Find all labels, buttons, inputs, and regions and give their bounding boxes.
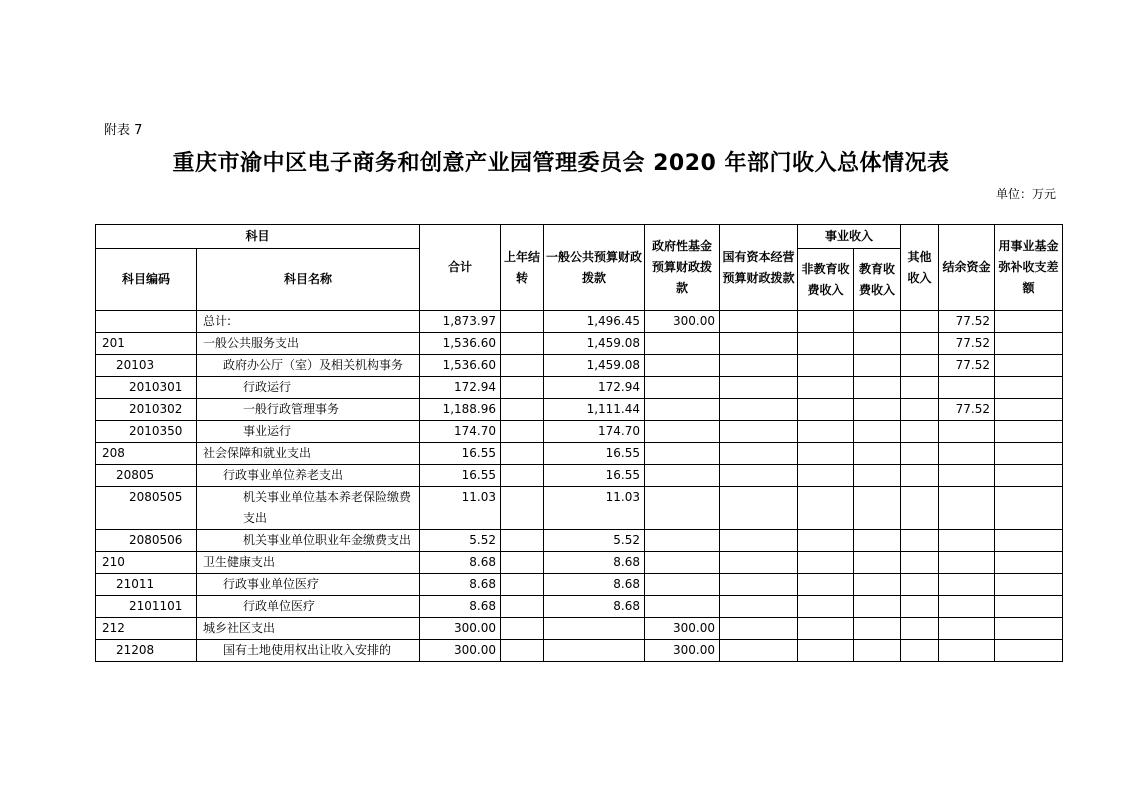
cell-fund: [995, 574, 1063, 596]
cell-fund: [995, 443, 1063, 465]
cell-subject-code: 2080506: [96, 530, 197, 552]
cell-fund: [995, 640, 1063, 662]
cell-subject-code: 2101101: [96, 596, 197, 618]
header-other-income: 其他收入: [901, 225, 939, 311]
cell-subject-name: 政府办公厅（室）及相关机构事务: [197, 355, 420, 377]
cell-fund: [995, 355, 1063, 377]
cell-carry: [501, 333, 544, 355]
cell-gov-fund: [645, 552, 720, 574]
cell-edu: [854, 552, 901, 574]
cell-subject-name: 城乡社区支出: [197, 618, 420, 640]
cell-surplus: [939, 377, 995, 399]
cell-edu: [854, 596, 901, 618]
cell-gov-fund: [645, 574, 720, 596]
cell-carry: [501, 421, 544, 443]
cell-total: 5.52: [420, 530, 501, 552]
header-surplus: 结余资金: [939, 225, 995, 311]
cell-surplus: [939, 574, 995, 596]
cell-fund: [995, 596, 1063, 618]
header-edu-fee: 教育收费收入: [854, 249, 901, 311]
cell-subject-code: 210: [96, 552, 197, 574]
cell-edu: [854, 618, 901, 640]
cell-state: [720, 618, 798, 640]
cell-total: 300.00: [420, 640, 501, 662]
cell-carry: [501, 355, 544, 377]
table-row: [96, 552, 1063, 574]
cell-gov-fund: [645, 333, 720, 355]
cell-total: 8.68: [420, 552, 501, 574]
cell-state: [720, 640, 798, 662]
cell-general: [544, 640, 645, 662]
cell-other: [901, 399, 939, 421]
cell-total: 300.00: [420, 618, 501, 640]
cell-edu: [854, 355, 901, 377]
cell-other: [901, 487, 939, 530]
cell-surplus: 77.52: [939, 333, 995, 355]
cell-subject-code: [96, 311, 197, 333]
cell-state: [720, 574, 798, 596]
cell-non-edu: [798, 355, 854, 377]
cell-general: 1,459.08: [544, 333, 645, 355]
cell-gov-fund: [645, 421, 720, 443]
cell-surplus: [939, 552, 995, 574]
cell-edu: [854, 487, 901, 530]
cell-carry: [501, 552, 544, 574]
cell-other: [901, 443, 939, 465]
cell-carry: [501, 574, 544, 596]
cell-general: 8.68: [544, 574, 645, 596]
cell-non-edu: [798, 640, 854, 662]
header-non-edu-fee: 非教育收费收入: [798, 249, 854, 311]
cell-fund: [995, 333, 1063, 355]
cell-subject-code: 21208: [96, 640, 197, 662]
cell-total: 16.55: [420, 465, 501, 487]
cell-carry: [501, 487, 544, 530]
cell-other: [901, 311, 939, 333]
cell-subject-name: 机关事业单位基本养老保险缴费支出: [197, 487, 420, 530]
cell-fund: [995, 487, 1063, 530]
cell-fund: [995, 465, 1063, 487]
cell-general: 1,496.45: [544, 311, 645, 333]
table-row: [96, 530, 1063, 552]
cell-edu: [854, 333, 901, 355]
cell-subject-name: 行政事业单位医疗: [197, 574, 420, 596]
cell-gov-fund: 300.00: [645, 618, 720, 640]
cell-general: 1,459.08: [544, 355, 645, 377]
cell-general: 16.55: [544, 443, 645, 465]
table-row: [96, 465, 1063, 487]
cell-gov-fund: [645, 355, 720, 377]
header-business-income: 事业收入: [798, 225, 901, 249]
cell-total: 174.70: [420, 421, 501, 443]
cell-carry: [501, 377, 544, 399]
cell-other: [901, 355, 939, 377]
cell-gov-fund: 300.00: [645, 311, 720, 333]
cell-other: [901, 530, 939, 552]
cell-non-edu: [798, 333, 854, 355]
cell-surplus: [939, 443, 995, 465]
cell-other: [901, 640, 939, 662]
cell-edu: [854, 399, 901, 421]
cell-non-edu: [798, 574, 854, 596]
cell-surplus: [939, 487, 995, 530]
appendix-label: 附表 7: [104, 123, 143, 138]
cell-subject-name: 国有土地使用权出让收入安排的: [197, 640, 420, 662]
cell-other: [901, 618, 939, 640]
header-subject: 科目: [96, 225, 420, 249]
cell-gov-fund: [645, 596, 720, 618]
cell-surplus: 77.52: [939, 311, 995, 333]
cell-other: [901, 421, 939, 443]
cell-general: 8.68: [544, 552, 645, 574]
header-total: 合计: [420, 225, 501, 311]
cell-edu: [854, 377, 901, 399]
cell-edu: [854, 530, 901, 552]
header-fund-make-up: 用事业基金弥补收支差额: [995, 225, 1063, 311]
cell-total: 16.55: [420, 443, 501, 465]
cell-non-edu: [798, 377, 854, 399]
header-gov-fund: 政府性基金预算财政拨款: [645, 225, 720, 311]
table-row: [96, 443, 1063, 465]
cell-surplus: 77.52: [939, 355, 995, 377]
cell-subject-name: 总计:: [197, 311, 420, 333]
cell-total: 8.68: [420, 574, 501, 596]
cell-non-edu: [798, 530, 854, 552]
cell-state: [720, 311, 798, 333]
cell-subject-name: 机关事业单位职业年金缴费支出: [197, 530, 420, 552]
cell-carry: [501, 530, 544, 552]
cell-general: 1,111.44: [544, 399, 645, 421]
cell-other: [901, 596, 939, 618]
cell-general: [544, 618, 645, 640]
page-title: 重庆市渝中区电子商务和创意产业园管理委员会 2020 年部门收入总体情况表: [172, 151, 950, 176]
cell-edu: [854, 421, 901, 443]
table-row: [96, 640, 1063, 662]
cell-fund: [995, 399, 1063, 421]
cell-gov-fund: [645, 399, 720, 421]
cell-subject-name: 事业运行: [197, 421, 420, 443]
header-subject-code: 科目编码: [96, 249, 197, 311]
cell-carry: [501, 596, 544, 618]
cell-subject-code: 201: [96, 333, 197, 355]
table-row: [96, 333, 1063, 355]
cell-carry: [501, 311, 544, 333]
cell-edu: [854, 465, 901, 487]
cell-non-edu: [798, 487, 854, 530]
header-carryover: 上年结转: [501, 225, 544, 311]
cell-subject-code: 20805: [96, 465, 197, 487]
cell-fund: [995, 552, 1063, 574]
table-row: [96, 574, 1063, 596]
unit-label: 单位：万元: [996, 187, 1057, 201]
cell-edu: [854, 311, 901, 333]
cell-edu: [854, 640, 901, 662]
cell-other: [901, 333, 939, 355]
table-row: [96, 377, 1063, 399]
cell-state: [720, 443, 798, 465]
cell-other: [901, 377, 939, 399]
cell-general: 16.55: [544, 465, 645, 487]
cell-total: 172.94: [420, 377, 501, 399]
cell-subject-code: 20103: [96, 355, 197, 377]
cell-state: [720, 530, 798, 552]
table-row: [96, 421, 1063, 443]
cell-gov-fund: [645, 443, 720, 465]
cell-subject-code: 2010350: [96, 421, 197, 443]
cell-subject-code: 2010302: [96, 399, 197, 421]
cell-surplus: [939, 530, 995, 552]
cell-total: 1,188.96: [420, 399, 501, 421]
cell-subject-code: 212: [96, 618, 197, 640]
cell-state: [720, 596, 798, 618]
cell-subject-code: 2010301: [96, 377, 197, 399]
cell-non-edu: [798, 618, 854, 640]
cell-total: 1,873.97: [420, 311, 501, 333]
cell-subject-name: 行政事业单位养老支出: [197, 465, 420, 487]
cell-non-edu: [798, 465, 854, 487]
cell-general: 11.03: [544, 487, 645, 530]
cell-edu: [854, 574, 901, 596]
cell-state: [720, 399, 798, 421]
cell-surplus: [939, 618, 995, 640]
cell-other: [901, 574, 939, 596]
table-row: [96, 399, 1063, 421]
cell-fund: [995, 421, 1063, 443]
cell-gov-fund: [645, 487, 720, 530]
cell-non-edu: [798, 421, 854, 443]
cell-carry: [501, 640, 544, 662]
cell-state: [720, 487, 798, 530]
cell-surplus: [939, 640, 995, 662]
cell-surplus: [939, 596, 995, 618]
cell-subject-name: 一般公共服务支出: [197, 333, 420, 355]
cell-other: [901, 552, 939, 574]
cell-non-edu: [798, 552, 854, 574]
cell-fund: [995, 377, 1063, 399]
cell-subject-name: 行政运行: [197, 377, 420, 399]
cell-state: [720, 377, 798, 399]
cell-surplus: 77.52: [939, 399, 995, 421]
cell-fund: [995, 311, 1063, 333]
cell-general: 8.68: [544, 596, 645, 618]
cell-subject-name: 社会保障和就业支出: [197, 443, 420, 465]
cell-total: 8.68: [420, 596, 501, 618]
cell-subject-code: 21011: [96, 574, 197, 596]
cell-carry: [501, 399, 544, 421]
cell-state: [720, 355, 798, 377]
cell-total: 11.03: [420, 487, 501, 530]
cell-non-edu: [798, 311, 854, 333]
cell-non-edu: [798, 596, 854, 618]
table-row: [96, 618, 1063, 640]
cell-gov-fund: 300.00: [645, 640, 720, 662]
cell-non-edu: [798, 443, 854, 465]
cell-general: 172.94: [544, 377, 645, 399]
cell-total: 1,536.60: [420, 355, 501, 377]
cell-subject-name: 卫生健康支出: [197, 552, 420, 574]
cell-surplus: [939, 421, 995, 443]
cell-other: [901, 465, 939, 487]
cell-carry: [501, 465, 544, 487]
cell-general: 174.70: [544, 421, 645, 443]
cell-total: 1,536.60: [420, 333, 501, 355]
cell-carry: [501, 443, 544, 465]
cell-non-edu: [798, 399, 854, 421]
table-row: [96, 311, 1063, 333]
cell-edu: [854, 443, 901, 465]
cell-gov-fund: [645, 465, 720, 487]
cell-general: 5.52: [544, 530, 645, 552]
cell-subject-code: 208: [96, 443, 197, 465]
table-row: [96, 487, 1063, 530]
table-row: [96, 355, 1063, 377]
cell-subject-code: 2080505: [96, 487, 197, 530]
cell-surplus: [939, 465, 995, 487]
income-table: [95, 224, 1063, 662]
table-row: [96, 596, 1063, 618]
header-general-budget: 一般公共预算财政拨款: [544, 225, 645, 311]
header-subject-name: 科目名称: [197, 249, 420, 311]
cell-subject-name: 一般行政管理事务: [197, 399, 420, 421]
cell-gov-fund: [645, 530, 720, 552]
cell-fund: [995, 530, 1063, 552]
cell-state: [720, 333, 798, 355]
header-state-capital: 国有资本经营预算财政拨款: [720, 225, 798, 311]
cell-state: [720, 465, 798, 487]
cell-subject-name: 行政单位医疗: [197, 596, 420, 618]
cell-state: [720, 552, 798, 574]
cell-state: [720, 421, 798, 443]
cell-gov-fund: [645, 377, 720, 399]
cell-fund: [995, 618, 1063, 640]
cell-carry: [501, 618, 544, 640]
